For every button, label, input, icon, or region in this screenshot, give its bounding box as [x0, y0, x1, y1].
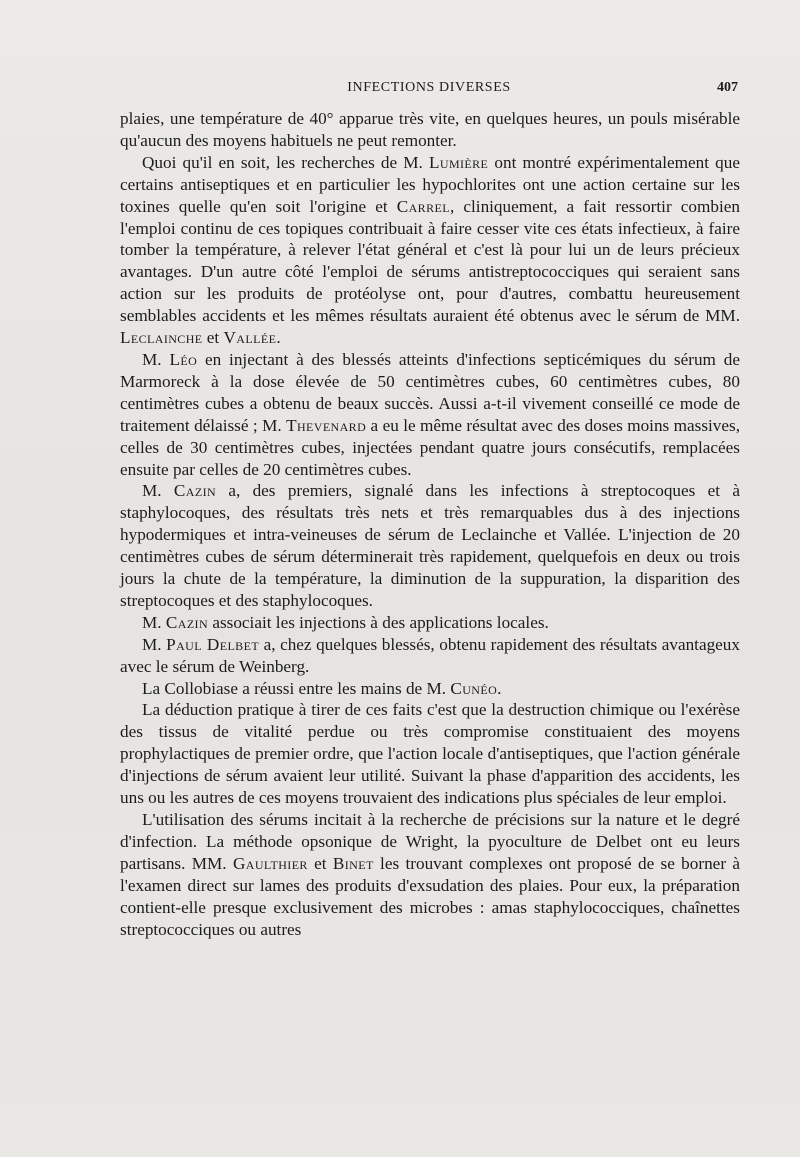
paragraph-1: plaies, une température de 40° apparue très vite, en quelques heures, un pouls misérable qu'aucun des moyens habituels ne peut remonter. [120, 109, 740, 150]
author-name: Leclainche [120, 328, 203, 348]
author-name: Carrel [396, 196, 450, 216]
author-name: Binet [332, 853, 374, 873]
author-name: Cazin [165, 612, 209, 632]
paragraph-2: Quoi qu'il en soit, les recherches de M. Lumière ont montré expérimentalement que certains antiseptiques et en particulier les hypochlorites ont une action certaine sur les toxines quelle qu'en soit l'origine et Carrel, cliniquement, a fait ressortir combien l'emploi continu de ces topiques contribuait à faire cesser vite ces états infectieux, à faire tomber la température, à relever l'état général et c'est là pour lui un de leurs précieux avantages. D'un autre côté l'emploi de sérums antistreptococciques qui seraient sans action sur les produits de protéolyse ont, pour d'autres, combattu heureusement semblables accidents et les mêmes résultats auraient été obtenus avec le sérum de MM. Leclainche et Vallée. [120, 152, 740, 348]
paragraph-3: M. Léo en injectant à des blessés atteints d'infections septicémiques du sérum de Marmoreck à la dose élevée de 50 centimètres cubes, 60 centimètres cubes, 80 centimètres cubes a obtenu de beaux succès. Aussi a-t-il vivement conseillé ce mode de traitement délaissé ; M. Thevenard a eu le même résultat avec des doses moins massives, celles de 30 centimètres cubes, injectées pendant quatre jours consécutifs, remplacées ensuite par celles de 20 centimètres cubes. [120, 349, 740, 479]
author-name: Cunéo [450, 678, 498, 698]
author-name: Gaulthier [232, 853, 308, 873]
paragraph-9: L'utilisation des sérums incitait à la recherche de précisions sur la nature et le degré d'infection. La méthode opsonique de Wright, la pyoculture de Delbet ont eu leurs partisans. MM. Gaulthier et Binet les trouvant complexes ont proposé de se borner à l'examen direct sur lames des produits d'exsudation des plaies. Pour eux, la préparation contient-elle presque exclusivement des microbes : amas staphylococciques, chaînettes streptococciques ou autres [120, 810, 741, 939]
body-text [120, 108, 740, 940]
author-name: Thevenard [286, 415, 367, 435]
author-name: Léo [169, 349, 198, 369]
paragraph-7: La Collobiase a réussi entre les mains de M. Cunéo. [142, 678, 502, 698]
author-name: Lumière [428, 152, 489, 172]
page-header [120, 78, 738, 100]
page-number: 407 [717, 80, 738, 95]
paragraph-8: La déduction pratique à tirer de ces faits c'est que la destruction chimique ou l'exérèse des tissus de vitalité perdue ou très compromise constituaient des moyens prophylactiques de premier ordre, que l'action locale d'antiseptiques, que l'action générale d'injections de sérum avaient leur utilité. Suivant la phase d'apparition des accidents, les uns ou les autres de ces moyens trouvaient des indications plus spéciales de leur emploi. [120, 700, 740, 808]
paragraph-4: M. Cazin a, des premiers, signalé dans les infections à streptocoques et à staphylocoques, des résultats très nets et très remarquables dus à des injections hypodermiques et intra-veineuses de sérum de Leclainche et Vallée. L'injection de 20 centimètres cubes de sérum déterminerait très rapidement, quelquefois en deux ou trois jours la chute de la température, la diminution de la suppuration, la disparition des streptocoques et des staphylocoques. [120, 481, 740, 610]
running-title: INFECTIONS DIVERSES [347, 80, 511, 95]
paragraph-6: M. Paul Delbet a, chez quelques blessés, obtenu rapidement des résultats avantageux avec le sérum de Weinberg. [120, 634, 740, 676]
author-name: Paul Delbet [166, 634, 260, 654]
author-name: Vallée [223, 328, 277, 348]
author-name: Cazin [173, 481, 217, 501]
paragraph-5: M. Cazin associait les injections à des applications locales. [142, 612, 549, 632]
